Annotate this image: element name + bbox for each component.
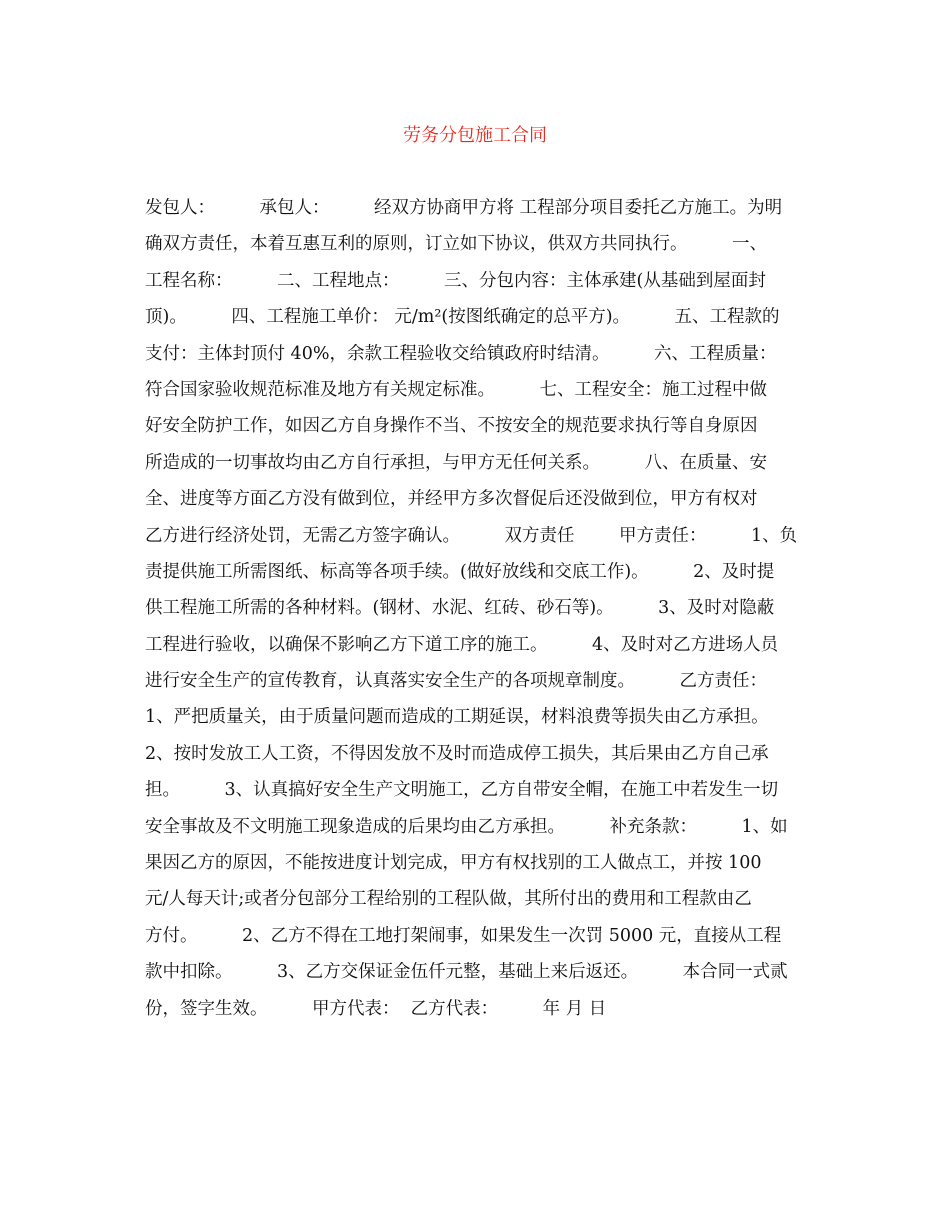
body-line: 款中扣除。 3、乙方交保证金伍仟元整，基础上来后返还。 本合同一式贰 bbox=[145, 962, 788, 983]
body-line: 果因乙方的原因，不能按进度计划完成，甲方有权找别的工人做点工，并按 100 bbox=[145, 853, 762, 874]
body-line: 发包人： 承包人： 经双方协商甲方将 工程部分项目委托乙方施工。为明 bbox=[145, 198, 783, 218]
body-line: 工程名称： 二、工程地点： 三、分包内容：主体承建(从基础到屋面封 bbox=[145, 270, 766, 291]
document-title: 劳务分包施工合同 bbox=[403, 125, 547, 146]
body-line: 进行安全生产的宣传教育，认真落实安全生产的各项规章制度。 乙方责任： bbox=[145, 671, 767, 692]
body-line: 全、进度等方面乙方没有做到位，并经甲方多次督促后还没做到位，甲方有权对 bbox=[145, 489, 758, 510]
body-line: 2、按时发放工人工资，不得因发放不及时而造成停工损失，其后果由乙方自己承 bbox=[145, 743, 769, 764]
contract-body bbox=[145, 190, 825, 1027]
body-line: 方付。 2、乙方不得在工地打架闹事，如果发生一次罚 5000 元，直接从工程 bbox=[145, 925, 782, 946]
body-line: 工程进行验收，以确保不影响乙方下道工序的施工。 4、及时对乙方进场人员 bbox=[145, 634, 779, 655]
body-line: 符合国家验收规范标准及地方有关规定标准。 七、工程安全：施工过程中做 bbox=[145, 379, 767, 400]
body-line: 顶)。 四、工程施工单价： 元/m²(按图纸确定的总平方)。 五、工程款的 bbox=[145, 307, 780, 328]
body-line: 确双方责任，本着互惠互利的原则，订立如下协议，供双方共同执行。 一、 bbox=[145, 234, 767, 255]
body-line: 好安全防护工作，如因乙方自身操作不当、不按安全的规范要求执行等自身原因 bbox=[145, 416, 758, 437]
body-line: 乙方进行经济处罚，无需乙方签字确认。 双方责任 甲方责任： 1、负 bbox=[145, 525, 798, 546]
body-line: 担。 3、认真搞好安全生产文明施工，乙方自带安全帽，在施工中若发生一切 bbox=[145, 780, 779, 801]
body-line: 支付：主体封顶付 40%，余款工程验收交给镇政府时结清。 六、工程质量： bbox=[145, 343, 777, 364]
body-line: 责提供施工所需图纸、标高等各项手续。(做好放线和交底工作)。 2、及时提 bbox=[145, 561, 775, 582]
body-line: 安全事故及不文明施工现象造成的后果均由乙方承担。 补充条款： 1、如 bbox=[145, 816, 788, 837]
body-line: 元/人每天计;或者分包部分工程给别的工程队做，其所付出的费用和工程款由乙 bbox=[145, 889, 752, 910]
body-line: 供工程施工所需的各种材料。(钢材、水泥、红砖、砂石等)。 3、及时对隐蔽 bbox=[145, 598, 775, 619]
body-line: 份，签字生效。 甲方代表： 乙方代表： 年 月 日 bbox=[145, 998, 607, 1019]
body-line: 1、严把质量关，由于质量问题而造成的工期延误，材料浪费等损失由乙方承担。 bbox=[145, 707, 769, 728]
body-line: 所造成的一切事故均由乙方自行承担，与甲方无任何关系。 八、在质量、安 bbox=[145, 452, 767, 473]
